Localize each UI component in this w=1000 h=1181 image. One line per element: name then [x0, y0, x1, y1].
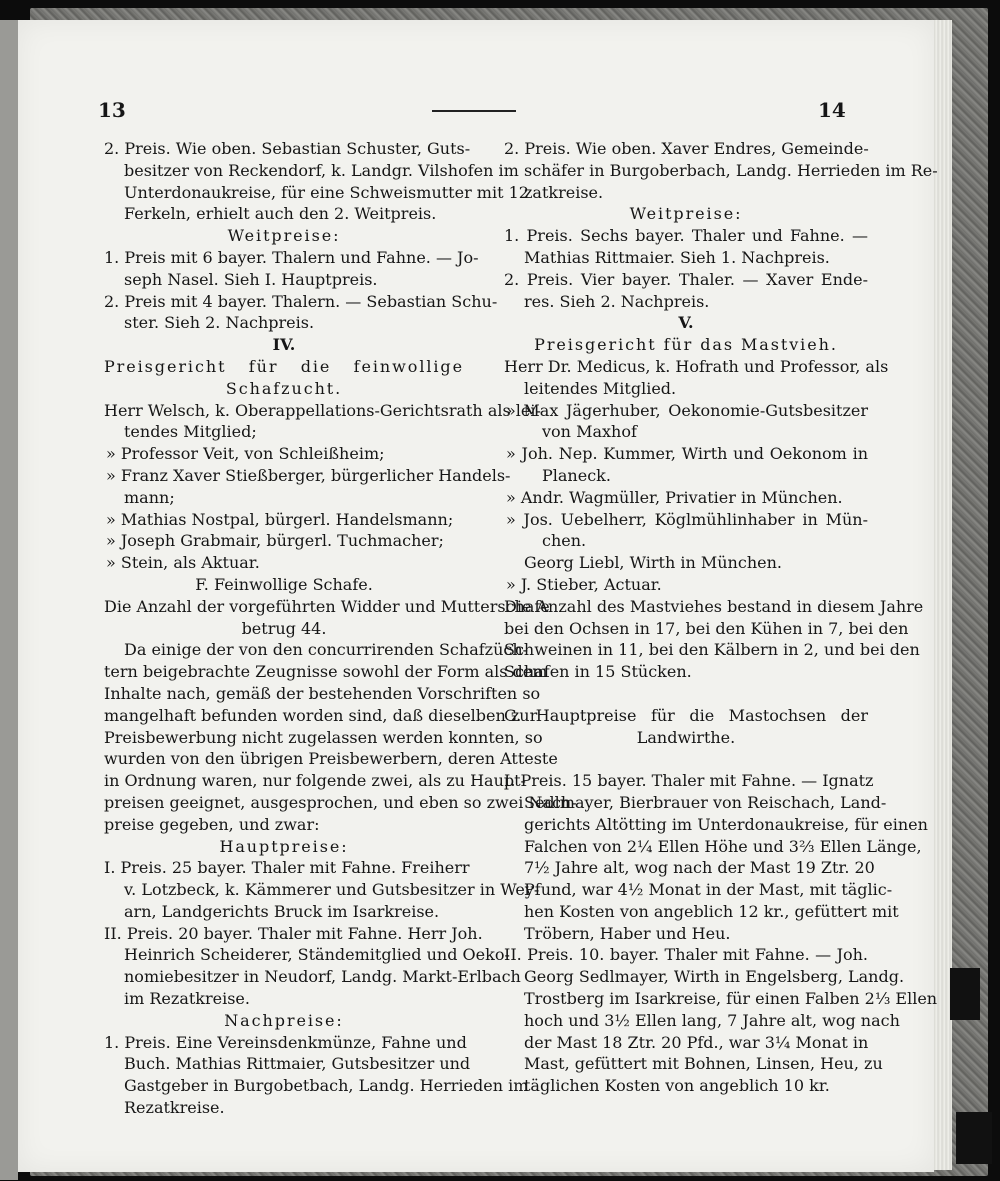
text-line: zatkreise. [524, 182, 604, 202]
book-gutter [0, 20, 18, 1180]
text-line: Preisbewerbung nicht zugelassen werden konnten, so [104, 727, 543, 747]
text-line: 2. Preis. Wie oben. Sebastian Schuster, Guts- [104, 139, 471, 158]
text-line: Preisgericht für die feinwollige [104, 356, 464, 376]
text-line: Schweinen in 11, bei den Kälbern in 2, und bei den [504, 640, 920, 660]
text-line: 7½ Jahre alt, wog nach der Mast 19 Ztr. 20 [524, 858, 875, 878]
text-line: Buch. Mathias Rittmaier, Gutsbesitzer und [124, 1054, 471, 1074]
text-line: nomiebesitzer in Neudorf, Landg. Markt-Erlbach [124, 967, 521, 987]
text-line: 2. Preis mit 4 bayer. Thalern. — Sebastian Schu- [104, 291, 498, 311]
text-line: seph Nasel. Sieh I. Hauptpreis. [124, 269, 378, 289]
text-line: I. Preis. 15 bayer. Thaler mit Fahne. — Ignatz [504, 771, 874, 791]
text-line: » Stein, als Aktuar. [106, 553, 260, 573]
text-line: » Joseph Grabmair, bürgerl. Tuchmacher; [106, 531, 444, 551]
text-line: Heinrich Scheiderer, Ständemitglied und Oeko- [124, 945, 510, 965]
text-line: Schafen in 15 Stücken. [504, 662, 692, 682]
text-line: mann; [124, 487, 175, 507]
text-line: Nachpreise: [224, 1010, 344, 1030]
right-text-column [504, 138, 938, 1097]
text-line: Preisgericht für das Mastvieh. [534, 335, 838, 355]
text-line: Herr Dr. Medicus, k. Hofrath und Professor, als [504, 356, 889, 376]
text-line: Sedlmayer, Bierbrauer von Reischach, Land- [524, 792, 887, 812]
text-line: » Jos. Uebelherr, Köglmühlinhaber in Mün- [506, 509, 868, 529]
text-line: in Ordnung waren, nur folgende zwei, als zu Haupt- [104, 771, 526, 791]
text-line: Die Anzahl des Mastviehes bestand in diesem Jahre [504, 596, 924, 616]
text-line: hen Kosten von angeblich 12 kr., gefüttert mit [524, 901, 899, 921]
text-line: Rezatkreise. [124, 1098, 225, 1118]
text-line: Planeck. [542, 465, 611, 485]
text-line: Tröbern, Haber und Heu. [524, 923, 731, 943]
text-line [504, 748, 868, 770]
text-line: » Franz Xaver Stießberger, bürgerlicher Handels- [106, 465, 511, 485]
text-line: res. Sieh 2. Nachpreis. [524, 291, 710, 311]
text-line: 1. Preis. Eine Vereinsdenkmünze, Fahne und [104, 1032, 467, 1052]
right-page-number: 14 [818, 98, 846, 122]
text-line: Falchen von 2¼ Ellen Höhe und 3⅔ Ellen Länge, [524, 836, 922, 856]
text-line: 2. Preis. Wie oben. Xaver Endres, Gemeinde- [504, 139, 869, 158]
text-line: Herr Welsch, k. Oberappellations-Gerichtsrath als lei- [104, 400, 541, 420]
text-line: F. Feinwollige Schafe. [195, 574, 373, 594]
text-line: 2. Preis. Vier bayer. Thaler. — Xaver Ende- [504, 269, 868, 289]
text-line: » Joh. Nep. Kummer, Wirth und Oekonom in [506, 444, 868, 464]
text-line: » Professor Veit, von Schleißheim; [106, 444, 385, 464]
text-line: von Maxhof [542, 422, 637, 442]
text-line: arn, Landgerichts Bruck im Isarkreise. [124, 901, 440, 921]
text-line: bei den Ochsen in 17, bei den Kühen in 7, bei den [504, 618, 909, 638]
text-line: tern beigebrachte Zeugnisse sowohl der Form als dem [104, 662, 548, 682]
text-line: tendes Mitglied; [124, 422, 257, 442]
text-line: Die Anzahl der vorgeführten Widder und Mutterschafe [104, 596, 550, 616]
text-line: preise gegeben, und zwar: [104, 814, 320, 834]
thumb-tab-upper [950, 968, 980, 1020]
text-line: schäfer in Burgoberbach, Landg. Herrieden im Re- [524, 160, 938, 180]
text-line: Da einige der von den concurrirenden Schafzüch- [124, 640, 529, 660]
text-line: IV. [272, 335, 296, 355]
text-line: Weitpreise: [629, 204, 743, 224]
text-line: Trostberg im Isarkreise, für einen Falben 2⅓ Ellen [524, 989, 938, 1009]
text-line: Schafzucht. [225, 378, 343, 398]
text-line: » Mathias Nostpal, bürgerl. Handelsmann; [106, 509, 454, 529]
text-line: II. Preis. 10. bayer. Thaler mit Fahne. — Joh. [504, 945, 868, 965]
text-line: » J. Stieber, Actuar. [506, 574, 662, 594]
text-line: betrug 44. [241, 618, 327, 638]
text-line: Mathias Rittmaier. Sieh 1. Nachpreis. [524, 247, 830, 267]
text-line: 1. Preis. Sechs bayer. Thaler und Fahne. — [504, 226, 868, 246]
text-line: gerichts Altötting im Unterdonaukreise, für einen [524, 814, 928, 834]
text-line: » Andr. Wagmüller, Privatier in München. [506, 487, 843, 507]
book-page [18, 20, 938, 1172]
text-line: täglichen Kosten von angeblich 10 kr. [524, 1076, 830, 1096]
text-line: II. Preis. 20 bayer. Thaler mit Fahne. Herr Joh. [104, 923, 483, 943]
text-line: Gastgeber in Burgobetbach, Landg. Herrieden im [124, 1076, 529, 1096]
text-line: Landwirthe. [636, 727, 736, 747]
text-line: G. Hauptpreise für die Mastochsen der [504, 705, 868, 725]
left-page-number: 13 [98, 98, 126, 122]
text-line: Georg Sedlmayer, Wirth in Engelsberg, Landg. [524, 967, 905, 987]
text-line: I. Preis. 25 bayer. Thaler mit Fahne. Freiherr [104, 858, 470, 878]
text-line: Mast, gefüttert mit Bohnen, Linsen, Heu, zu [524, 1054, 883, 1074]
text-line: der Mast 18 Ztr. 20 Pfd., war 3¼ Monat in [524, 1032, 869, 1052]
text-line: v. Lotzbeck, k. Kämmerer und Gutsbesitzer in Wey- [124, 880, 540, 900]
text-line: mangelhaft befunden worden sind, daß dieselben zur [104, 705, 538, 725]
text-line: leitendes Mitglied. [524, 378, 677, 398]
text-line: Pfund, war 4½ Monat in der Mast, mit täglic- [524, 880, 893, 900]
text-line: Unterdonaukreise, für eine Schweismutter mit 12 [124, 182, 529, 202]
text-line: 1. Preis mit 6 bayer. Thalern und Fahne. — Jo- [104, 247, 479, 267]
text-line: » Max Jägerhuber, Oekonomie-Gutsbesitzer [506, 400, 868, 420]
text-line: Ferkeln, erhielt auch den 2. Weitpreis. [124, 204, 437, 224]
text-line: im Rezatkreise. [124, 989, 250, 1009]
text-line: Weitpreise: [227, 226, 341, 246]
text-line: preisen geeignet, ausgesprochen, und eben so zwei Nach- [104, 792, 577, 812]
text-line: Hauptpreise: [219, 836, 349, 856]
text-line: Georg Liebl, Wirth in München. [524, 553, 782, 573]
text-line: ster. Sieh 2. Nachpreis. [124, 313, 315, 333]
text-line: Inhalte nach, gemäß der bestehenden Vorschriften so [104, 683, 541, 703]
text-line: wurden von den übrigen Preisbewerbern, deren Atteste [104, 749, 558, 769]
text-line: V. [678, 313, 694, 333]
text-line: chen. [542, 531, 587, 551]
text-line [504, 683, 868, 705]
header-rule [432, 110, 516, 112]
text-line: hoch und 3½ Ellen lang, 7 Jahre alt, wog nach [524, 1010, 900, 1030]
text-line: besitzer von Reckendorf, k. Landgr. Vilshofen im [124, 160, 519, 180]
thumb-tab-lower [956, 1112, 992, 1164]
